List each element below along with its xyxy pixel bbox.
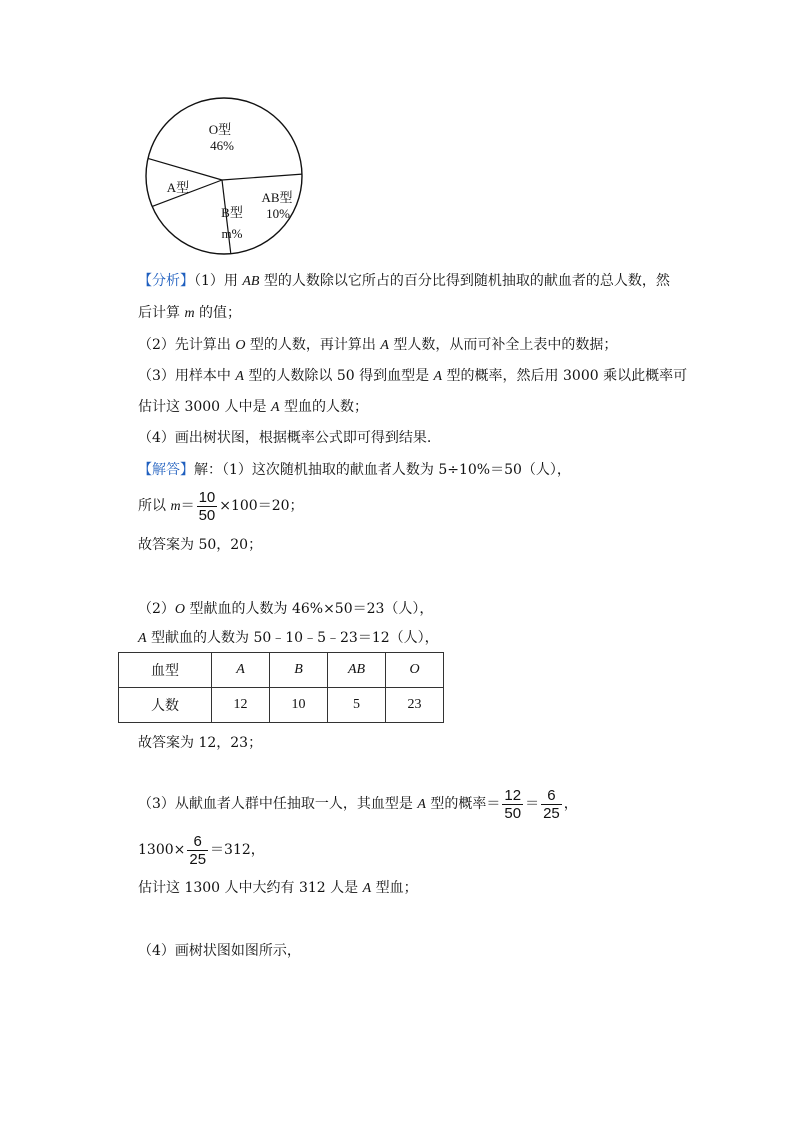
analysis-line-6: （4）画出树状图，根据概率公式即可得到结果. (138, 430, 432, 446)
answer-line-3: 故答案为 50，20； (138, 537, 263, 553)
answer-line-9: 估计这 1300 人中大约有 312 人是 A 型血； (138, 880, 418, 896)
pie-slice-divider (222, 174, 302, 180)
table-cell: A (212, 653, 270, 688)
blood-type-table (118, 652, 444, 723)
slice-label-o-name: O型 (208, 122, 232, 137)
table-row (119, 688, 444, 723)
answer-line-8: 1300× $\frac{6}{25}$ ＝312， (138, 832, 265, 868)
table-header-row (119, 653, 444, 688)
fraction-6-25: $\frac{6}{25}$ (543, 786, 560, 822)
answer-line-1: 【解答】解：（1）这次随机抽取的献血者人数为 5÷10%＝50（人）， (138, 462, 571, 478)
pie-slice-divider (148, 158, 222, 180)
slice-label-ab-name: AB型 (261, 190, 293, 205)
answer-line-6: 故答案为 12，23； (138, 735, 263, 751)
table-cell: 血型 (119, 653, 212, 688)
slice-label-o-value: 46% (210, 138, 234, 153)
slice-label-a-name: A型 (166, 180, 190, 195)
answer-tag: 【解答】 (138, 462, 194, 478)
table-cell: 人数 (119, 688, 212, 723)
analysis-line-5: 估计这 3000 人中是 A 型血的人数； (138, 399, 368, 415)
analysis-line-4: （3）用样本中 A 型的人数除以 50 得到血型是 A 型的概率，然后用 3000 乘以此概率可 (138, 368, 688, 384)
table-cell: 5 (328, 688, 386, 723)
fraction-6-25: $\frac{6}{25}$ (189, 832, 207, 868)
fraction-12-50: $\frac{12}{50}$ (504, 786, 522, 822)
table-cell: B (270, 653, 328, 688)
slice-label-ab-value: 10% (266, 206, 290, 221)
answer-line-4: （2）O 型献血的人数为 46%×50＝23（人）， (138, 601, 434, 617)
answer-line-7: （3）从献血者人群中任抽取一人，其血型是 A 型的概率＝ $\frac{12}{50}$ ＝ $\frac{6}{25}$ ， (138, 786, 578, 822)
analysis-line-2: 后计算 m 的值； (138, 305, 242, 321)
analysis-line-1: 【分析】（1）用 AB 型的人数除以它所占的百分比得到随机抽取的献血者的总人数，然 (138, 273, 670, 289)
fraction-10-50: $\frac{10}{50}$ (198, 488, 216, 524)
slice-label-b-name: B型 (221, 205, 243, 220)
table-cell: AB (328, 653, 386, 688)
table-cell: 12 (212, 688, 270, 723)
table-cell: O (386, 653, 444, 688)
answer-line-2: 所以 m＝ $\frac{10}{50}$ ×100＝20； (138, 488, 304, 524)
table-cell: 23 (386, 688, 444, 723)
slice-label-b-value: m% (221, 226, 243, 241)
answer-line-10: （4）画树状图如图所示， (138, 943, 301, 959)
table-cell: 10 (270, 688, 328, 723)
analysis-tag: 【分析】 (138, 273, 194, 289)
blood-type-pie-chart (138, 90, 310, 262)
answer-line-5: A 型献血的人数为 50﹣10﹣5﹣23＝12（人）， (138, 630, 439, 646)
analysis-line-3: （2）先计算出 O 型的人数，再计算出 A 型人数，从而可补全上表中的数据； (138, 337, 618, 353)
